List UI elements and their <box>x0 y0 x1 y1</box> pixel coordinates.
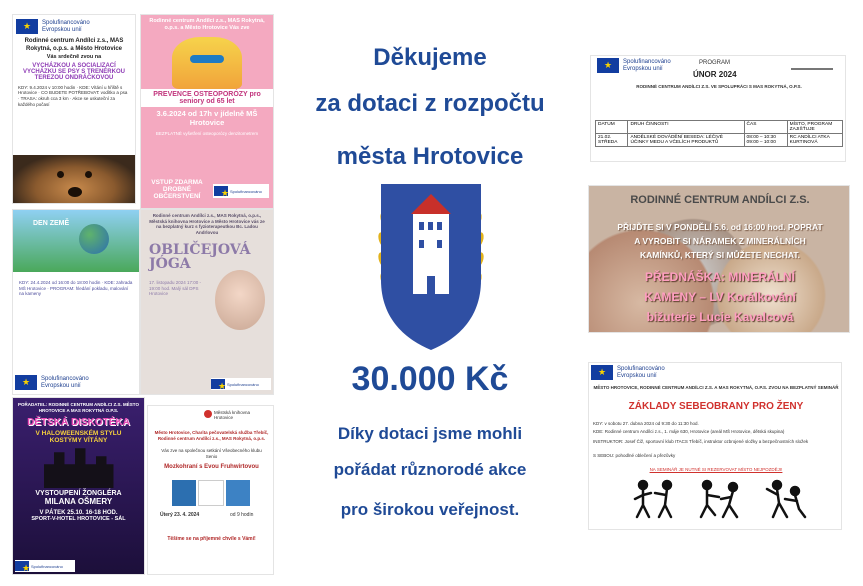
table-header: ČAS <box>744 121 787 134</box>
table-cell: ANDĚLSKÉ DOVÁDĚNÍ BESEDA: LÉČIVÉ ÚČINKY MEDU A VČELÍCH PRODUKTŮ <box>628 134 744 147</box>
poster-note: NA SEMINÁŘ JE NUTNÉ SI REZERVOVAT MÍSTO NEJPOZDĚJI! <box>649 467 783 472</box>
lecture-line-3: bižuterie Lucie Kavalcová <box>646 310 794 324</box>
poster-title: ZÁKLADY SEBEOBRANY PRO ŽENY <box>628 401 804 412</box>
tower-icon <box>411 194 451 294</box>
poster-text: BEZPLATNÉ vyšetření osteoporózy denzitometrem <box>155 131 259 137</box>
eu-logo-small: ★ Spolufinancováno <box>15 560 75 572</box>
poster-org: Rodinné centrum Andílci z.s., MAS Rokytná, o.p.s., Městská knihovna Hrotovice a Město Hrotovice vás ze na bezplatný kurz s fyzioterapeutkou Bc. Ladou Andrlovou <box>149 213 265 235</box>
program-org: RODINNÉ CENTRUM ANDÍLCI Z.S. VE SPOLUPRÁCI S MAS ROKYTNÁ, O.P.S. <box>636 84 802 89</box>
body-line-3: pro širokou veřejnost. <box>340 500 520 519</box>
minerals-line-2: A VYROBIT SI NÁRAMEK Z MINERÁLNÍCH <box>634 236 806 246</box>
table-row <box>596 134 843 147</box>
poster-text: KDY: 24.4.2024 od 16:00 do 18:00 hodin · KDE: zahrada MŠ Hrotovice · PROGRAM: hledání pokladu, malování na kameny <box>19 280 133 297</box>
poster-place: SPORT-V-HOTEL HROTOVICE - SÁL <box>31 516 126 523</box>
poster-footer: Těšíme se na příjemné chvíle s Vámi! <box>167 536 256 542</box>
poster-title: PREVENCE OSTEOPORÓZY pro seniory od 65 let <box>141 89 273 107</box>
table-cell: 08:00 – 10:30 09:00 – 10:00 <box>744 134 787 147</box>
eu-logo: ★ Spolufinancováno Evropskou unií <box>591 365 665 380</box>
body-line-2: pořádat různorodé akce <box>333 460 527 479</box>
poster-invite: Vás zve na společnou setkání Všeobecného klubu Senio <box>161 448 262 459</box>
program-heading: PROGRAM <box>699 60 731 66</box>
eu-flag-icon <box>15 561 29 571</box>
poster-date: Úterý 23. 4. 2024 <box>160 512 200 518</box>
eu-logo: ★ Spolufinancováno Evropskou unií <box>15 375 89 390</box>
minerals-line-1: PŘIJĎTE SI V PONDĚLÍ 5.6. od 16:00 hod. POPRAT <box>617 222 823 232</box>
title-line-3: města Hrotovice <box>336 143 524 170</box>
senior-photo <box>172 37 242 89</box>
poster-details: KDY: 9.4.2024 v 10:00 hodin · KDE: Vítání u hřiště s Hrotovice · CO BUDETE POTŘEBOVAT: vodítko a psa · TRASA: okruh cca 3 km · Akce se uskuteční za každého počasí <box>18 84 128 107</box>
dog-photo <box>13 155 136 203</box>
poster-subtitle: V HALOWEENSKÉM STYLU KOSTÝMY VÍTÁNY <box>35 430 122 445</box>
poster-self-defense <box>588 362 842 530</box>
poster-org: POŘADATEL: RODINNÉ CENTRUM ANDÍLCI Z.S. MĚSTO HROTOVICE A MAS ROKYTNÁ O.P.S. <box>18 402 139 413</box>
poster-title: Mozkohraní s Evou Fruhwirtovou <box>164 464 259 470</box>
poster-dog-walk <box>12 14 136 204</box>
body-line-1: Díky dotaci jsme mohli <box>337 424 523 443</box>
poster-free: VSTUP ZDARMA DROBNÉ OBČERSTVENÍ <box>151 179 203 200</box>
program-month: ÚNOR 2024 <box>693 70 737 79</box>
eu-label-2: Evropskou unií <box>42 26 82 33</box>
eu-label-1: Spolufinancováno <box>42 19 90 26</box>
minerals-header: RODINNÉ CENTRUM ANDÍLCI Z.S. <box>630 194 810 206</box>
poster-program <box>590 55 846 162</box>
eu-logo-small: ★ Spolufinancováno <box>213 184 269 198</box>
eu-logo <box>16 19 135 34</box>
poster-title: DĚTSKÁ DISKOTÉKA <box>27 417 130 429</box>
poster-date: 17. listopadu 2024 17:00 - 19:00 hod. Malý sál DPS Hrotovice <box>149 279 202 297</box>
lecture-line-1: PŘEDNÁŠKA: MINERÁLNÍ <box>645 270 795 284</box>
self-defense-figures-icon <box>629 477 809 521</box>
table-header: MÍSTO, PROGRAM ZAJIŠŤUJE <box>787 121 842 134</box>
eu-flag-icon <box>211 379 225 389</box>
earth-globe-icon <box>79 224 109 254</box>
mas-logo-icon <box>791 60 833 70</box>
poster-bring: S SEBOU: pohodlné oblečení a přezůvky <box>593 453 676 458</box>
poster-date: 3.6.2024 od 17h v jídelně MŠ Hrotovice <box>156 109 258 128</box>
poster-mozkohrani <box>147 405 274 575</box>
minerals-line-3: KAMÍNKŮ, KTERÝ SI MŮŽETE NECHAT. <box>640 250 800 260</box>
poster-when: KDY: v sobotu 27. dubna 2024 od 9:30 do 11:30 hod. <box>593 421 699 426</box>
poster-title: DEN ZEMĚ <box>33 220 70 227</box>
poster-invite: Vás srdečně zvou na <box>46 53 102 60</box>
table-header: DATUM <box>596 121 628 134</box>
poster-face-yoga <box>140 209 274 395</box>
eu-flag-icon <box>16 19 38 34</box>
table-header-row <box>596 121 843 134</box>
poster-guest2: MILANA OŠMERY <box>44 497 113 507</box>
poster-disco <box>12 397 145 575</box>
title-line-2: za dotaci z rozpočtu <box>315 90 545 117</box>
amount: 30.000 Kč <box>351 360 509 398</box>
dog-eye-left-icon <box>57 171 64 178</box>
eu-logo-small: ★ Spolufinancováno <box>211 378 271 390</box>
title-line-1: Děkujeme <box>373 44 487 71</box>
eu-flag-icon <box>15 375 37 390</box>
poster-guest1: VYSTOUPENÍ ŽONGLÉRA <box>35 490 122 498</box>
poster-org: MĚSTO HROTOVICE, RODINNÉ CENTRUM ANDÍLCI Z.S. A MAS ROKYTNÁ, O.P.S. ZVOU NA BEZPLATNÝ SEMINÁŘ <box>593 385 839 390</box>
eu-flag-icon <box>597 58 619 73</box>
poster-org: Rodinné centrum Andílci z.s., MAS Rokytná, o.p.s. a Město Hrotovice Vás zve <box>149 18 265 32</box>
poster-date: V PÁTEK 25.10. 16-18 HOD. <box>39 510 118 517</box>
lecture-line-2: KAMENY – LV Korálkování <box>644 290 796 304</box>
library-logo-icon <box>204 410 212 418</box>
castle-icon <box>44 448 114 488</box>
poster-title: OBLIČEJOVÁ JÓGA <box>149 241 251 273</box>
sunglasses-icon <box>190 55 224 63</box>
poster-minerals <box>588 185 850 333</box>
woman-photo <box>215 270 265 330</box>
poster-time: od 9 hodin <box>230 512 254 518</box>
eu-logo: ★ Spolufinancováno Evropskou unií <box>597 58 671 73</box>
earth-banner <box>13 210 139 272</box>
poster-org: Rodinné centrum Andílci z.s., MAS Rokytná, o.p.s. a Město Hrotovice <box>24 38 124 52</box>
poster-osteoporosis <box>140 14 274 209</box>
hrotovice-coat-of-arms <box>375 180 487 352</box>
poster-library: Městská knihovna Hrotovice <box>214 410 251 420</box>
poster-den-zeme <box>12 209 140 395</box>
table-cell: RC ANDÍLCI ATKA KURTINOVÁ <box>787 134 842 147</box>
poster-event: VYCHÁZKOU A SOCIALIZACÍ VYCHÁZKU SE PSY S TRENÉRKOU TEREZOU ONDRÁČKOVOU <box>23 62 125 81</box>
program-table <box>595 120 843 147</box>
table-header: DRUH ČINNOSTI <box>628 121 744 134</box>
dog-eye-right-icon <box>85 171 92 178</box>
table-cell: 21.02. STŘEDA <box>596 134 628 147</box>
poster-where: KDE: Rodinné centrum Andílci z.s., 1. máje 630, Hrotovice (areál MŠ Hrotovice, dětská skupina) <box>593 429 785 434</box>
poster-instructor: INSTRUKTOR: Josef Čiž, sportovní klub ITACS Třebíč, instruktor ozbrojené složky a bezpečnostních složek <box>593 439 809 444</box>
dog-nose-icon <box>68 187 82 197</box>
eu-flag-icon <box>591 365 613 380</box>
brain-photo <box>172 480 250 506</box>
poster-org: Město Hrotovice, Charita pečovatelská služba Třebíč, Rodinné centrum Andílci z.s., MAS Rokytná, o.p.s. <box>154 430 269 441</box>
eu-flag-icon <box>214 186 228 196</box>
